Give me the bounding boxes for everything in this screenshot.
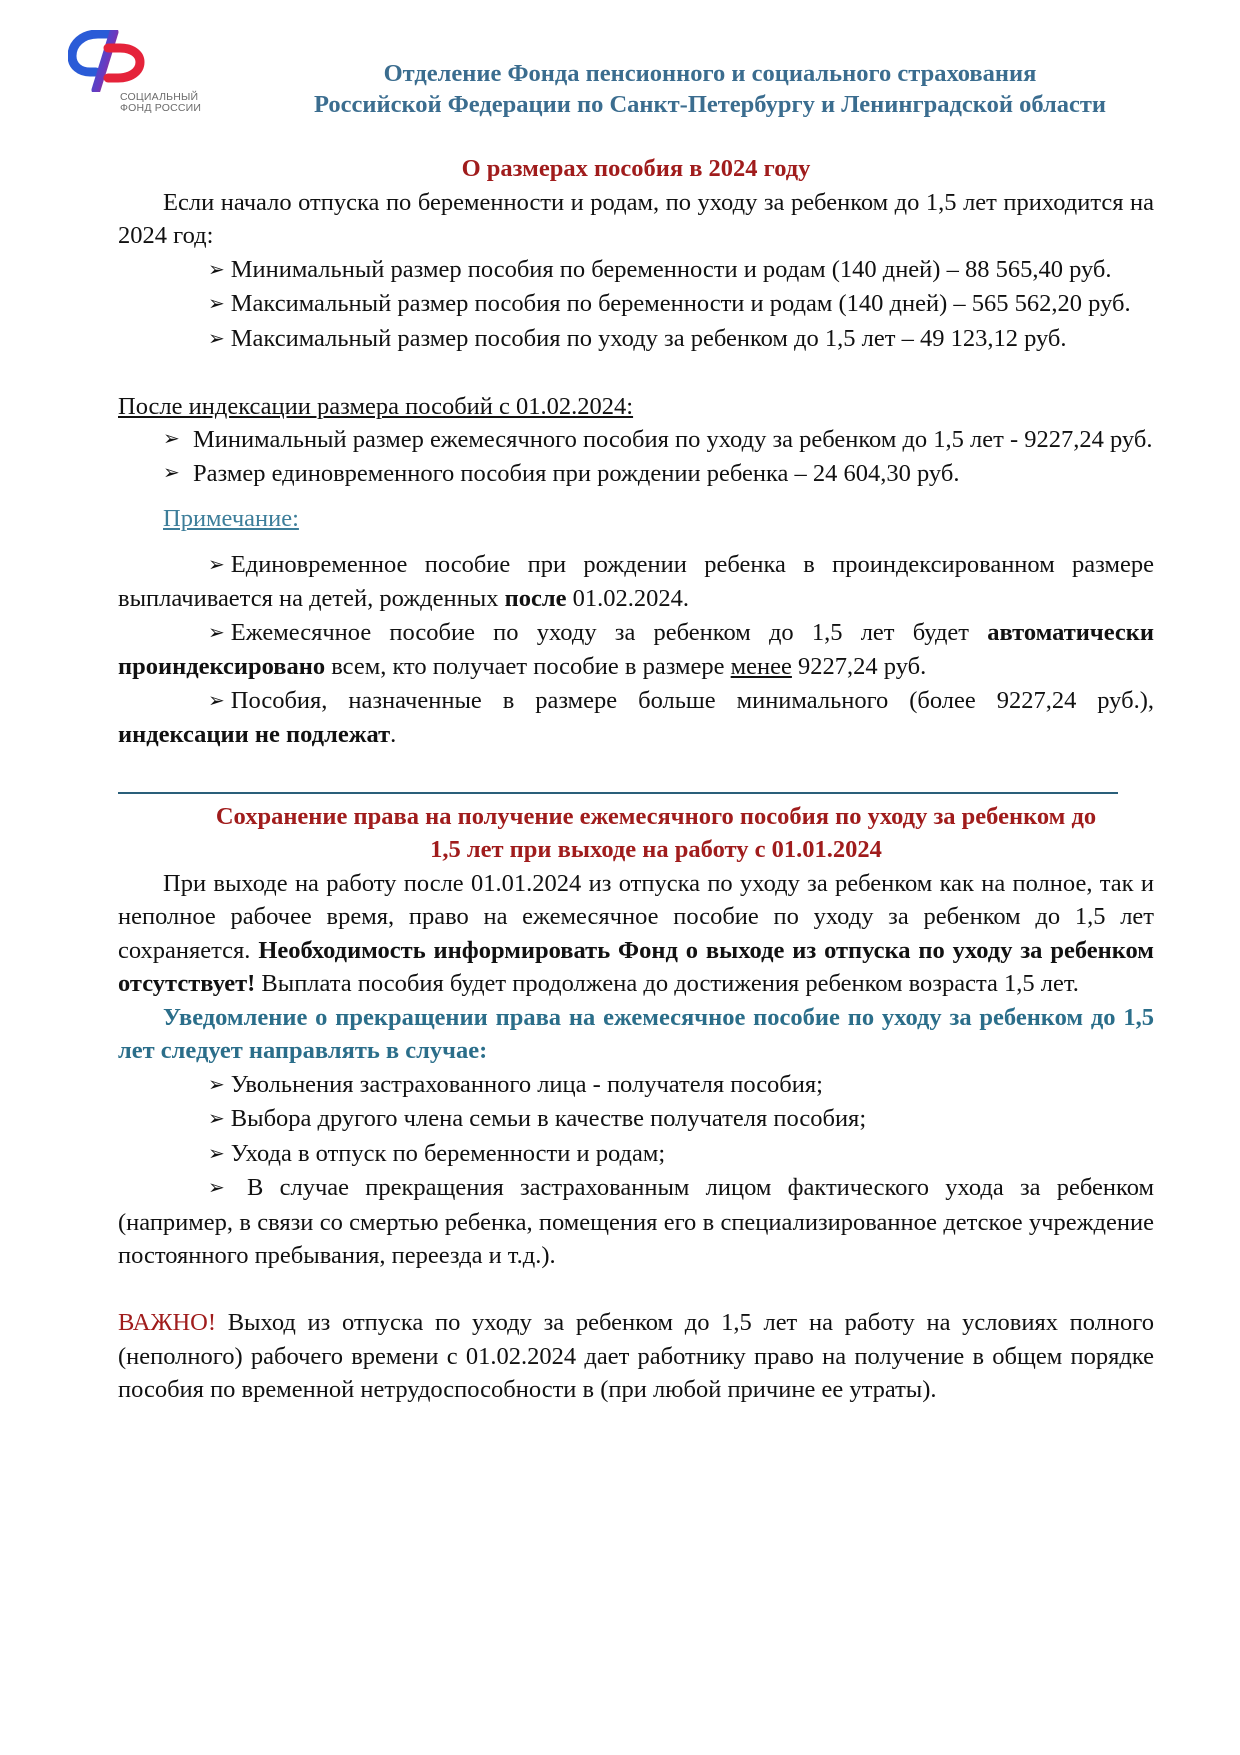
paragraph-text: Выплата пособия будет продолжена до достижения ребенком возраста 1,5 лет. (255, 970, 1079, 997)
arrow-bullet-icon: ➢ (208, 258, 225, 281)
logo-caption (120, 92, 201, 114)
notice-heading: Уведомление о прекращении права на ежемесячное пособие по уходу за ребенком до 1,5 лет следует направлять в случае: (118, 1003, 1154, 1064)
indexation-heading: После индексации размера пособий с 01.02.2024: (118, 392, 634, 420)
important-label: ВАЖНО! (118, 1309, 216, 1336)
benefit-bullet (118, 287, 1154, 322)
section2-title-line1: Сохранение права на получение ежемесячного пособия по уходу за ребенком до (215, 802, 1097, 830)
org-header-line1: Отделение Фонда пенсионного и социального страхования (383, 60, 1037, 87)
spacer (118, 1273, 1154, 1307)
case-bullet (118, 1102, 1154, 1137)
important-paragraph (118, 1306, 1154, 1407)
arrow-bullet-icon: ➢ (208, 689, 225, 712)
bullet-text: Размер единовременного пособия при рождении ребенка – 24 604,30 руб. (193, 459, 960, 487)
note-text: Ежемесячное пособие по уходу за ребенком до 1,5 лет будет (230, 618, 988, 646)
note-text: 9227,24 руб. (791, 653, 927, 680)
note-bullet (118, 616, 1154, 684)
bullet-text: Максимальный размер пособия по беременности и родам (140 дней) – 565 562,20 руб. (230, 290, 1131, 317)
arrow-bullet-icon: ➢ (163, 461, 180, 484)
bullet-text: В случае прекращения застрахованным лицом фактического ухода за ребенком (например, в связи со смертью ребенка, помещения его в специализированное детское учреждение постоянного пребывания, переезда и т.д.). (118, 1174, 1154, 1269)
note-text: Пособия, назначенные в размере больше минимального (более 9227,24 руб.), (230, 686, 1154, 714)
note-bullet (118, 684, 1154, 752)
section2-title (118, 800, 1154, 867)
arrow-bullet-icon: ➢ (208, 621, 225, 644)
arrow-bullet-icon: ➢ (208, 1142, 225, 1165)
note-bold-text: индексации не подлежат (118, 721, 391, 748)
arrow-bullet-icon: ➢ (208, 327, 225, 350)
note-underlined-text: менее (730, 653, 792, 680)
note-text: всем, кто получает пособие в размере (325, 653, 731, 680)
arrow-bullet-icon: ➢ (163, 428, 180, 450)
case-bullet (118, 1068, 1154, 1103)
organization-header (240, 58, 1180, 120)
arrow-bullet-icon: ➢ (208, 1177, 225, 1199)
bullet-text: Ухода в отпуск по беременности и родам; (230, 1139, 666, 1167)
spacer (118, 490, 1154, 502)
bullet-text: Минимальный размер пособия по беременности и родам (140 дней) – 88 565,40 руб. (230, 255, 1112, 283)
arrow-bullet-icon: ➢ (208, 553, 225, 576)
note-text: 01.02.2024. (566, 585, 689, 612)
bullet-text: Выбора другого члена семьи в качестве получателя пособия; (230, 1105, 867, 1132)
section2-title-line2: 1,5 лет при выходе на работу с 01.01.2024 (430, 836, 882, 863)
note-text: Единовременное пособие при рождении ребенка в проиндексированном размере выплачивается на детей, рожденных (118, 550, 1154, 612)
case-bullet (118, 1171, 1154, 1273)
indexation-bullet (118, 457, 1154, 491)
note-bullet (118, 548, 1154, 616)
spacer (118, 536, 1154, 548)
note-label: Примечание: (163, 505, 299, 532)
logo-caption-line1: СОЦИАЛЬНЫЙ (120, 91, 199, 103)
arrow-bullet-icon: ➢ (208, 1108, 225, 1130)
section2-paragraph (118, 867, 1154, 1001)
section1-intro: Если начало отпуска по беременности и родам, по уходу за ребенком до 1,5 лет приходится на 2024 год: (118, 188, 1154, 249)
paragraph-bold-text: Необходимость информировать Фонд о выходе из отпуска по уходу за ребенком отсутствует! (118, 936, 1154, 997)
indexation-bullet (118, 423, 1154, 457)
org-header-line2: Российской Федерации по Санкт-Петербургу и Ленинградской области (314, 91, 1106, 118)
note-label-row (118, 502, 1154, 536)
section1-title: О размерах пособия в 2024 году (461, 155, 811, 182)
note-bold-text: автоматически проиндексировано (118, 618, 1154, 680)
document-body (118, 152, 1154, 1407)
bullet-text: Максимальный размер пособия по уходу за ребенком до 1,5 лет – 49 123,12 руб. (230, 324, 1067, 352)
arrow-bullet-icon: ➢ (208, 1073, 225, 1096)
benefit-bullet (118, 322, 1154, 357)
important-text: Выход из отпуска по уходу за ребенком до 1,5 лет на работу на условиях полного (неполного) рабочего времени с 01.02.2024 дает работнику право на получение в общем порядке пособия по временной нетрудоспособности в (при любой причине ее утраты). (118, 1309, 1154, 1403)
note-bold-text: после (504, 585, 567, 612)
benefit-bullet (118, 253, 1154, 288)
arrow-bullet-icon: ➢ (208, 293, 225, 315)
sfr-logo (64, 30, 214, 125)
spacer (118, 356, 1154, 390)
bullet-text: Минимальный размер ежемесячного пособия по уходу за ребенком до 1,5 лет - 9227,24 руб. (193, 426, 1153, 453)
sfr-logo-icon (68, 30, 146, 92)
note-text: . (390, 721, 397, 748)
spacer (118, 752, 1154, 792)
bullet-text: Увольнения застрахованного лица - получателя пособия; (230, 1070, 823, 1098)
logo-caption-line2: ФОНД РОССИИ (120, 102, 202, 114)
case-bullet (118, 1137, 1154, 1172)
paragraph-text: При выходе на работу после 01.01.2024 из отпуска по уходу за ребенком как на полное, так и неполное рабочее время, право на ежемесячное пособие по уходу за ребенком до 1,5 лет сохраняется. (118, 869, 1154, 964)
